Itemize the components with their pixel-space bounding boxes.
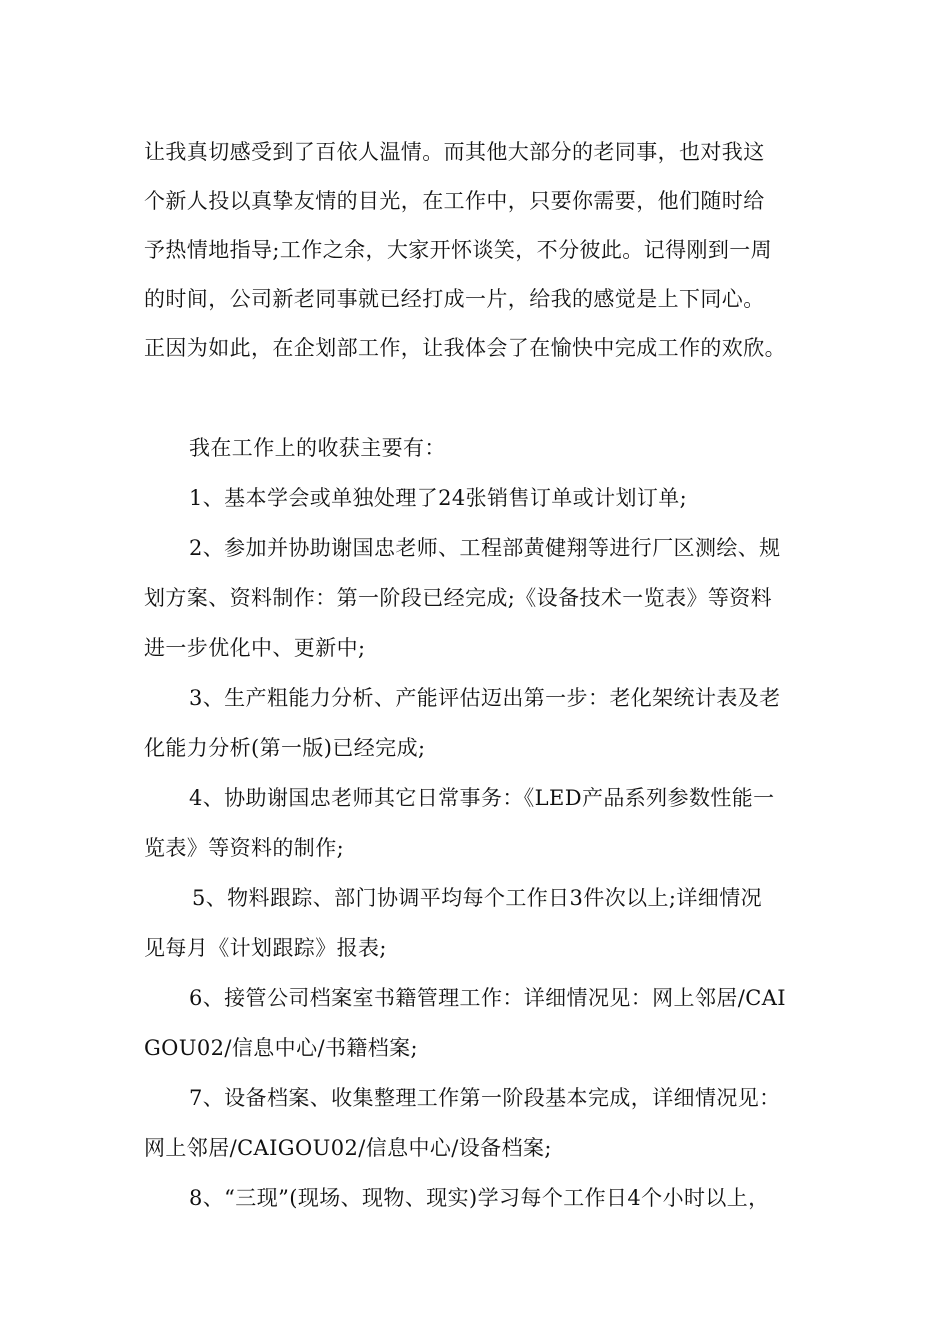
list-item-8-line-1: 8、“三现”(现场、现物、现实)学习每个工作日4个小时以上， (189, 1186, 770, 1210)
list-item-4-line-1: 4、协助谢国忠老师其它日常事务：《LED产品系列参数性能一 (189, 786, 775, 810)
intro-line: 的时间，公司新老同事就已经打成一片，给我的感觉是上下同心。 (144, 287, 765, 311)
list-item-2-line-2: 划方案、资料制作：第一阶段已经完成;《设备技术一览表》等资料 (144, 586, 773, 610)
list-item-5-line-1: 5、物料跟踪、部门协调平均每个工作日3件次以上;详细情况 (192, 886, 762, 910)
list-item-7-line-1: 7、设备档案、收集整理工作第一阶段基本完成，详细情况见： (189, 1086, 781, 1110)
list-item-5-line-2: 见每月《计划跟踪》报表; (144, 936, 387, 960)
intro-line: 让我真切感受到了百依人温情。而其他大部分的老同事，也对我这 (144, 140, 765, 164)
list-item-2-line-1: 2、参加并协助谢国忠老师、工程部黄健翔等进行厂区测绘、规 (189, 536, 781, 560)
list-item-3-line-2: 化能力分析(第一版)已经完成; (144, 736, 426, 760)
list-item-6-line-1: 6、接管公司档案室书籍管理工作：详细情况见：网上邻居/CAI (189, 986, 786, 1010)
list-item-6-line-2: GOU02/信息中心/书籍档案; (144, 1036, 419, 1060)
intro-line: 个新人投以真挚友情的目光，在工作中，只要你需要，他们随时给 (144, 189, 765, 213)
list-item-3-line-1: 3、生产粗能力分析、产能评估迈出第一步：老化架统计表及老 (189, 686, 781, 710)
intro-line: 予热情地指导;工作之余，大家开怀谈笑，不分彼此。记得刚到一周 (144, 238, 773, 262)
harvest-heading: 我在工作上的收获主要有： (189, 436, 446, 460)
intro-line: 正因为如此，在企划部工作，让我体会了在愉快中完成工作的欢欣。 (144, 336, 786, 360)
list-item-7-line-2: 网上邻居/CAIGOU02/信息中心/设备档案; (144, 1136, 552, 1160)
list-item-1-line-1: 1、基本学会或单独处理了24张销售订单或计划订单; (189, 486, 688, 510)
list-item-4-line-2: 览表》等资料的制作; (144, 836, 345, 860)
list-item-2-line-3: 进一步优化中、更新中; (144, 636, 366, 660)
